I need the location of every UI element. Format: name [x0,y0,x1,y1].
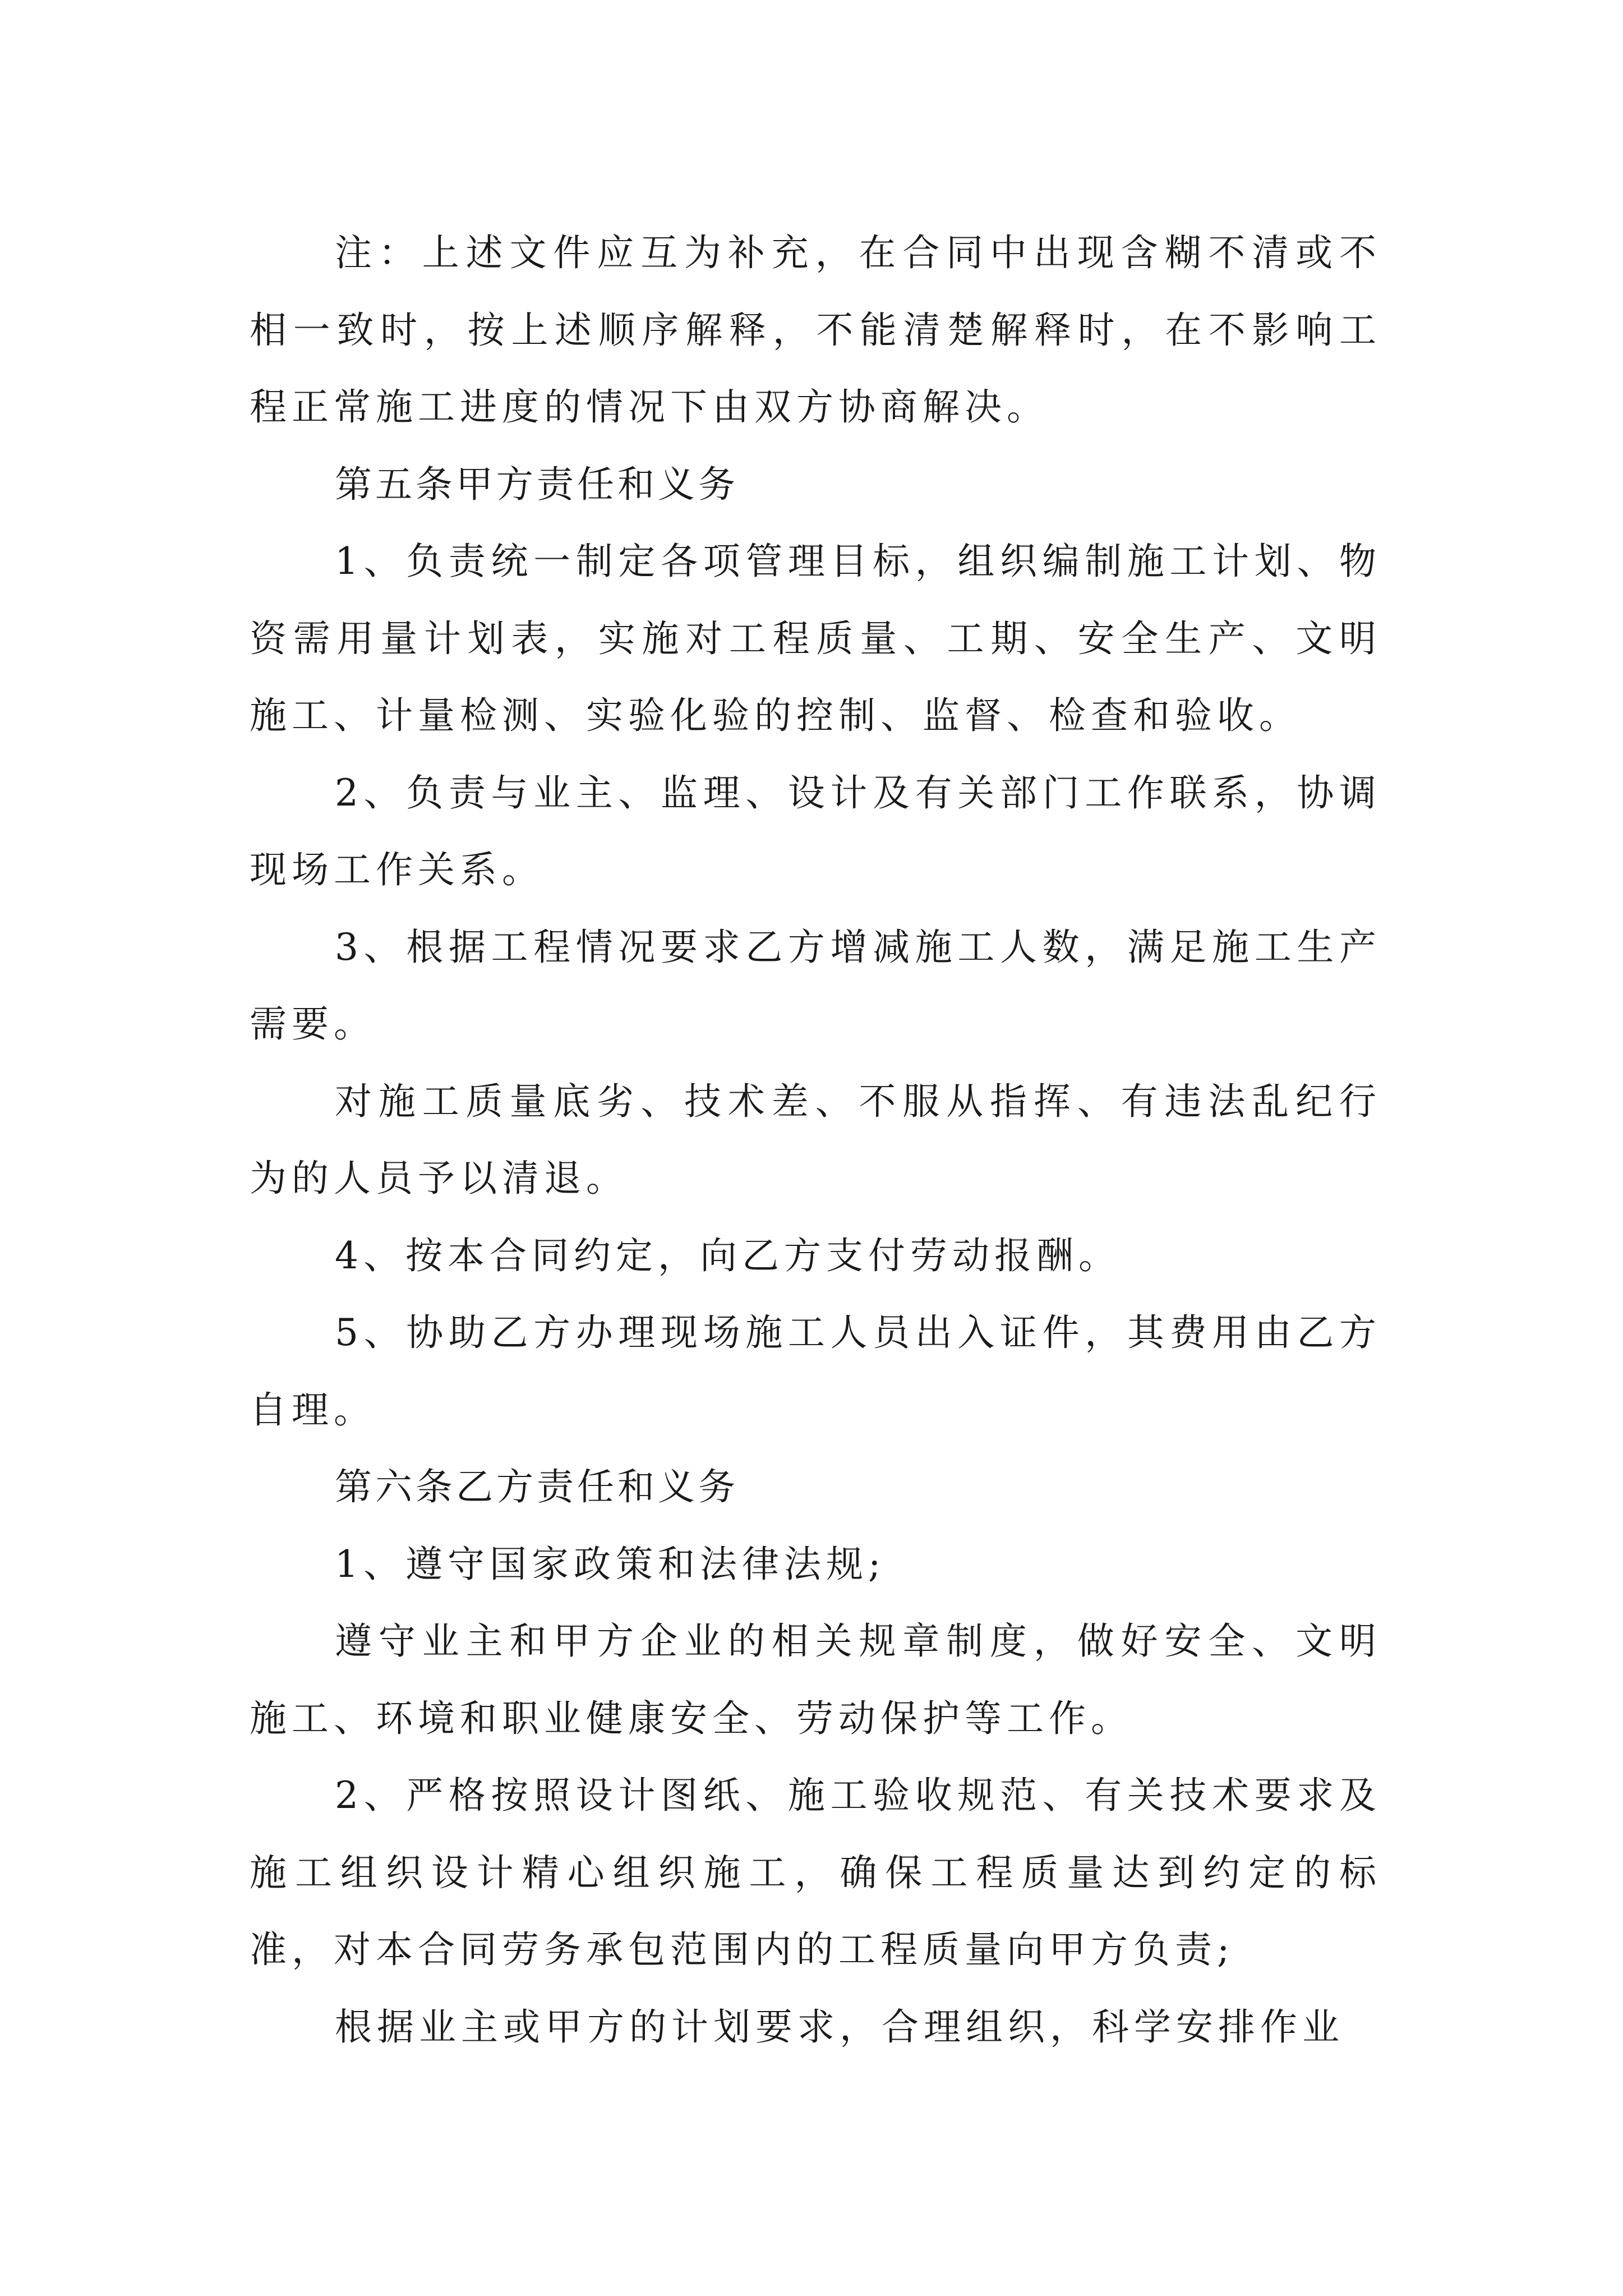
paragraph-article-5-item-3: 3、根据工程情况要求乙方增减施工人数，满足施工生产需要。 [250,925,1381,1046]
paragraph-article-6-item-1: 1、遵守国家政策和法律法规; [335,1542,886,1586]
paragraph-article-5-item-4: 4、按本合同约定，向乙方支付劳动报酬。 [335,1234,1121,1277]
paragraph-article-5-item-2: 2、负责与业主、监理、设计及有关部门工作联系，协调现场工作关系。 [250,771,1381,891]
paragraph-article-5-item-1: 1、负责统一制定各项管理目标，组织编制施工计划、物资需用量计划表，实施对工程质量、工期、安全生产、文明施工、计量检测、实验化验的控制、监督、检查和验收。 [250,540,1381,737]
paragraph-article-5-item-3-cont: 对施工质量底劣、技术差、不服从指挥、有违法乱纪行为的人员予以清退。 [250,1079,1381,1200]
paragraph-article-6-item-1-cont: 遵守业主和甲方企业的相关规章制度，做好安全、文明施工、环境和职业健康安全、劳动保护等工作。 [250,1619,1381,1740]
document-body [250,214,1381,2065]
paragraph-note: 注：上述文件应互为补充，在合同中出现含糊不清或不相一致时，按上述顺序解释，不能清楚解释时，在不影响工程正常施工进度的情况下由双方协商解决。 [250,231,1381,429]
paragraph-article-6-item-2: 2、严格按照设计图纸、施工验收规范、有关技术要求及施工组织设计精心组织施工，确保工程质量达到约定的标准，对本合同劳务承包范围内的工程质量向甲方负责; [250,1774,1381,1971]
paragraph-article-6-item-2-cont: 根据业主或甲方的计划要求，合理组织，科学安排作业 [335,2005,1344,2049]
section-heading-article-6: 第六条乙方责任和义务 [335,1465,739,1508]
paragraph-article-5-item-5: 5、协助乙方办理现场施工人员出入证件，其费用由乙方自理。 [250,1311,1381,1432]
section-heading-article-5: 第五条甲方责任和义务 [335,462,739,506]
